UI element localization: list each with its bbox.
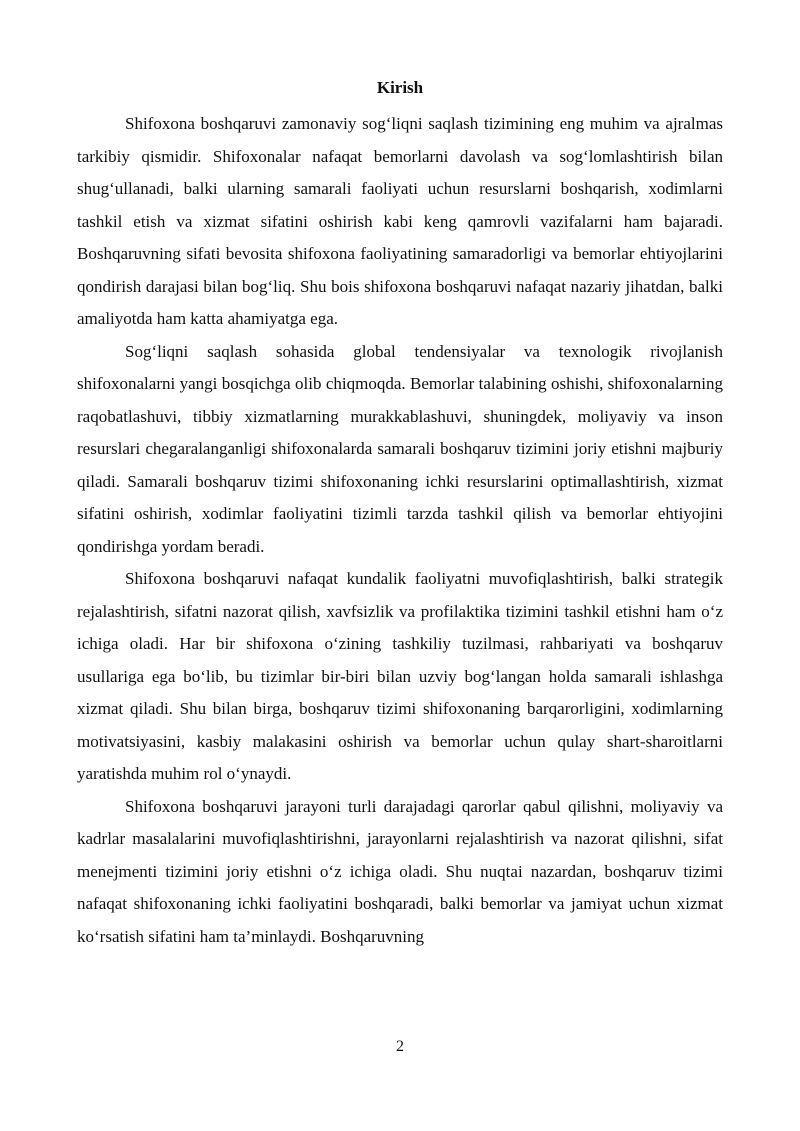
section-title: Kirish xyxy=(376,78,424,97)
page-number: 2 xyxy=(396,1038,404,1055)
paragraph-2: Sog‘liqni saqlash sohasida global tendensiyalar va texnologik rivojlanish shifoxonalarni yangi bosqichga olib chiqmoqda. Bemorlar talabining oshishi, shifoxonalarning raqobatlashuvi, tibbiy xizmatlarning murakkablashuvi, shuningdek, moliyaviy va inson resurslari chegaralanganligi shifoxonalarda samarali boshqaruv tizimini joriy etishni majburiy qiladi. Samarali boshqaruv tizimi shifoxonaning ichki resurslarini optimallashtirish, xizmat sifatini oshirish, xodimlar faoliyatini tizimli tarzda tashkil qilish va bemorlar ehtiyojini qondirishga yordam beradi. xyxy=(77,341,723,556)
paragraph-4: Shifoxona boshqaruvi jarayoni turli darajadagi qarorlar qabul qilishni, moliyaviy va kadrlar masalalarini muvofiqlashtirishni, jarayonlarni rejalashtirish va nazorat qilishni, sifat menejmenti tizimini joriy etishni o‘z ichiga oladi. Shu nuqtai nazardan, boshqaruv tizimi nafaqat shifoxonaning ichki faoliyatini boshqaradi, balki bemorlar va jamiyat uchun xizmat ko‘rsatish sifatini ham ta’minlaydi. Boshqaruvning xyxy=(77,796,723,946)
paragraph-1: Shifoxona boshqaruvi zamonaviy sog‘liqni saqlash tizimining eng muhim va ajralmas tarkibiy qismidir. Shifoxonalar nafaqat bemorlarni davolash va sog‘lomlashtirish bilan shug‘ullanadi, balki ularning samarali faoliyati uchun resurslarni boshqarish, xodimlarni tashkil etish va xizmat sifatini oshirish kabi keng qamrovli vazifalarni ham bajaradi. Boshqaruvning sifati bevosita shifoxona faoliyatining samaradorligi va bemorlar ehtiyojlarini qondirish darajasi bilan bog‘liq. Shu bois shifoxona boshqaruvi nafaqat nazariy jihatdan, balki amaliyotda ham katta ahamiyatga ega. xyxy=(77,114,723,328)
page-content xyxy=(77,77,723,953)
paragraph-3: Shifoxona boshqaruvi nafaqat kundalik faoliyatni muvofiqlashtirish, balki strategik rejalashtirish, sifatni nazorat qilish, xavfsizlik va profilaktika tizimini tashkil etishni ham o‘z ichiga oladi. Har bir shifoxona o‘zining tashkiliy tuzilmasi, rahbariyati va boshqaruv usullariga ega bo‘lib, bu tizimlar bir-biri bilan uzviy bog‘langan holda samarali ishlashga xizmat qiladi. Shu bilan birga, boshqaruv tizimi shifoxonaning barqarorligini, xodimlarning motivatsiyasini, kasbiy malakasini oshirish va bemorlar uchun qulay shart-sharoitlarni yaratishda muhim rol o‘ynaydi. xyxy=(77,569,723,783)
